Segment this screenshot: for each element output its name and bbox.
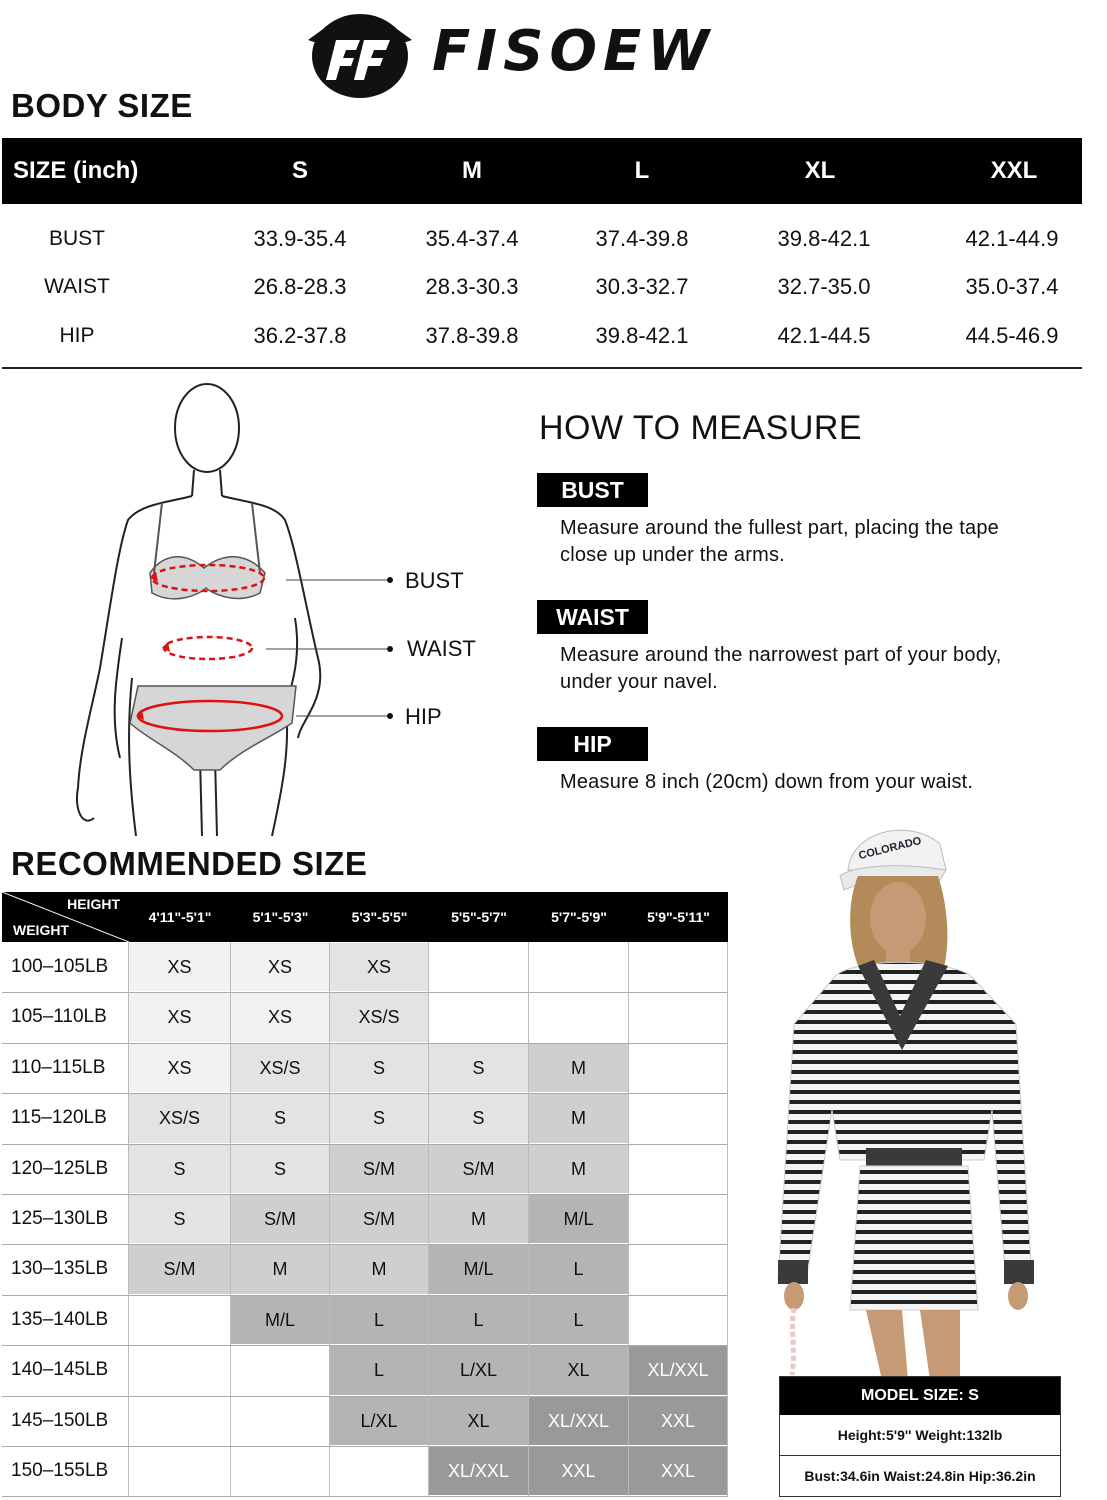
size-col-header: XXL: [990, 157, 1038, 184]
size-recommendation-cell: [231, 1447, 329, 1495]
column-divider: [128, 942, 129, 1497]
size-col-header: L: [634, 157, 650, 184]
size-value: 32.7-35.0: [777, 274, 871, 299]
size-col-header: XL: [804, 157, 836, 184]
size-col-header: S: [291, 157, 308, 184]
size-recommendation-cell: S: [330, 1094, 428, 1142]
size-recommendation-cell: L: [529, 1296, 628, 1344]
size-recommendation-cell: S/M: [429, 1145, 528, 1193]
weight-row-label: 140–145LB: [11, 1359, 109, 1381]
size-recommendation-cell: XS: [129, 943, 230, 991]
model-size-title: MODEL SIZE: S: [780, 1377, 1060, 1415]
column-divider: [628, 942, 629, 1497]
size-recommendation-cell: M/L: [529, 1195, 628, 1243]
size-recommendation-cell: [629, 1195, 727, 1243]
how-to-measure-title: HOW TO MEASURE: [539, 409, 863, 447]
height-column-header: 5'3"-5'5": [330, 892, 429, 942]
size-recommendation-cell: XS/S: [330, 993, 428, 1041]
figure-label-hip: HIP: [405, 704, 442, 729]
size-recommendation-cell: XXL: [629, 1397, 727, 1445]
size-recommendation-cell: S: [429, 1094, 528, 1142]
weight-row-label: 100–105LB: [11, 956, 109, 977]
measure-desc-waist: [560, 642, 1080, 696]
weight-row-label: 115–120LB: [11, 1107, 107, 1129]
size-recommendation-cell: [129, 1296, 230, 1344]
size-recommendation-cell: [629, 943, 727, 991]
column-divider: [727, 942, 728, 1497]
body-figure-illustration: [70, 378, 500, 838]
model-photo: [770, 810, 1070, 1380]
size-recommendation-cell: XL/XXL: [529, 1397, 628, 1445]
height-column-header: 5'9"-5'11": [629, 892, 728, 942]
measure-tag-waist: WAIST: [537, 600, 648, 634]
size-recommendation-cell: L/XL: [429, 1346, 528, 1394]
size-recommendation-cell: S/M: [330, 1145, 428, 1193]
size-recommendation-cell: [629, 1145, 727, 1193]
measure-tag-bust: BUST: [537, 473, 648, 507]
size-recommendation-cell: L: [330, 1296, 428, 1344]
model-size-box: [779, 1376, 1061, 1497]
size-recommendation-cell: S: [231, 1094, 329, 1142]
desc-line: under your navel.: [560, 671, 718, 693]
size-recommendation-cell: M: [330, 1245, 428, 1293]
size-value: 44.5-46.9: [965, 323, 1059, 348]
size-recommendation-cell: XXL: [629, 1447, 727, 1495]
size-recommendation-cell: [231, 1346, 329, 1394]
weight-row-label: 150–155LB: [11, 1460, 109, 1481]
corner-weight-label: WEIGHT: [13, 922, 69, 938]
size-recommendation-cell: XS: [330, 943, 428, 991]
size-recommendation-cell: XL/XXL: [429, 1447, 528, 1495]
row-label: BUST: [48, 227, 105, 250]
size-recommendation-cell: L: [529, 1245, 628, 1293]
desc-line: Measure 8 inch (20cm) down from your waist.: [560, 771, 974, 793]
size-recommendation-cell: [429, 943, 528, 991]
size-recommendation-cell: [629, 1245, 727, 1293]
row-divider: [2, 1496, 728, 1497]
height-column-header: 5'5"-5'7": [429, 892, 529, 942]
size-value: 30.3-32.7: [595, 274, 689, 299]
weight-row-label: 110–115LB: [11, 1056, 106, 1078]
size-recommendation-cell: [129, 1397, 230, 1445]
desc-line: Measure around the narrowest part of your body,: [560, 644, 1002, 666]
size-col-header: M: [462, 157, 482, 184]
size-recommendation-cell: S/M: [330, 1195, 428, 1243]
height-column-header: 4'11"-5'1": [129, 892, 231, 942]
model-height-weight: Height:5'9'' Weight:132lb: [780, 1415, 1060, 1456]
height-column-header: 5'7"-5'9": [529, 892, 629, 942]
size-value: 37.8-39.8: [425, 323, 519, 348]
size-recommendation-cell: S: [231, 1145, 329, 1193]
size-value: 42.1-44.9: [965, 226, 1059, 251]
brand-header: [308, 8, 778, 100]
size-recommendation-cell: XS: [231, 943, 329, 991]
size-recommendation-cell: [129, 1447, 230, 1495]
desc-line: Measure around the fullest part, placing the tape: [560, 517, 999, 539]
height-column-header: 5'1"-5'3": [231, 892, 330, 942]
weight-row-label: 130–135LB: [11, 1258, 109, 1280]
size-recommendation-cell: M/L: [231, 1296, 329, 1344]
size-recommendation-cell: M: [529, 1094, 628, 1142]
size-value: 37.4-39.8: [595, 226, 689, 251]
size-recommendation-cell: M: [231, 1245, 329, 1293]
column-divider: [528, 942, 529, 1497]
figure-label-waist: WAIST: [407, 636, 476, 661]
size-recommendation-cell: [330, 1447, 428, 1495]
weight-row-label: 135–140LB: [11, 1308, 109, 1330]
size-recommendation-cell: [629, 1296, 727, 1344]
size-recommendation-cell: S: [429, 1044, 528, 1092]
size-value: 39.8-42.1: [777, 226, 871, 251]
measure-desc-hip: [560, 769, 1080, 796]
size-recommendation-cell: XL: [529, 1346, 628, 1394]
fisoew-logo-icon: [308, 10, 412, 98]
body-size-header: [2, 138, 1082, 204]
weight-row-label: 105–110LB: [11, 1006, 107, 1028]
size-value: 35.4-37.4: [425, 226, 519, 251]
cap-text: COLORADO: [857, 834, 923, 863]
weight-row-label: 120–125LB: [11, 1157, 109, 1179]
size-recommendation-cell: [529, 993, 628, 1041]
size-recommendation-cell: [429, 993, 528, 1041]
size-recommendation-cell: XS/S: [231, 1044, 329, 1092]
size-recommendation-cell: [129, 1346, 230, 1394]
size-recommendation-cell: [629, 1044, 727, 1092]
size-recommendation-cell: XS: [231, 993, 329, 1041]
size-recommendation-cell: S: [330, 1044, 428, 1092]
table-corner-header: [2, 892, 129, 942]
size-recommendation-cell: M: [429, 1195, 528, 1243]
figure-label-bust: BUST: [405, 568, 464, 593]
size-recommendation-cell: S/M: [231, 1195, 329, 1243]
size-recommendation-cell: M: [529, 1145, 628, 1193]
weight-row-label: 125–130LB: [11, 1208, 109, 1229]
size-recommendation-cell: [529, 943, 628, 991]
size-value: 36.2-37.8: [253, 323, 347, 348]
size-recommendation-cell: L/XL: [330, 1397, 428, 1445]
size-recommendation-cell: XS/S: [129, 1094, 230, 1142]
size-recommendation-cell: M/L: [429, 1245, 528, 1293]
model-measurements: Bust:34.6in Waist:24.8in Hip:36.2in: [804, 1468, 1036, 1484]
size-value: 33.9-35.4: [253, 226, 347, 251]
recommended-size-title: RECOMMENDED SIZE: [11, 845, 368, 882]
body-size-row-hip: [2, 312, 1082, 360]
recommended-size-table: [2, 892, 728, 1497]
column-divider: [428, 942, 429, 1497]
size-recommendation-cell: XL/XXL: [629, 1346, 727, 1394]
size-value: 26.8-28.3: [253, 274, 347, 299]
size-header-label: SIZE (inch): [13, 157, 139, 184]
weight-row-label: 145–150LB: [11, 1409, 109, 1431]
size-recommendation-cell: S: [129, 1195, 230, 1243]
size-recommendation-cell: L: [429, 1296, 528, 1344]
row-label: WAIST: [44, 275, 110, 298]
desc-line: close up under the arms.: [560, 544, 785, 566]
size-value: 35.0-37.4: [965, 274, 1059, 299]
size-recommendation-cell: XS: [129, 993, 230, 1041]
size-recommendation-cell: L: [330, 1346, 428, 1394]
body-size-row-bust: [2, 215, 1082, 263]
size-recommendation-cell: [629, 1094, 727, 1142]
measure-desc-bust: [560, 515, 1080, 569]
size-recommendation-cell: [231, 1397, 329, 1445]
size-recommendation-cell: S/M: [129, 1245, 230, 1293]
column-divider: [329, 942, 330, 1497]
size-recommendation-cell: XS: [129, 1044, 230, 1092]
size-recommendation-cell: [629, 993, 727, 1041]
size-recommendation-cell: M: [529, 1044, 628, 1092]
size-value: 39.8-42.1: [595, 323, 689, 348]
size-recommendation-cell: S: [129, 1145, 230, 1193]
size-recommendation-cell: XL: [429, 1397, 528, 1445]
column-divider: [230, 942, 231, 1497]
row-label: HIP: [59, 324, 95, 347]
corner-height-label: HEIGHT: [67, 896, 120, 912]
table-divider: [2, 367, 1082, 369]
size-value: 28.3-30.3: [425, 274, 519, 299]
measure-tag-hip: HIP: [537, 727, 648, 761]
size-value: 42.1-44.5: [777, 323, 871, 348]
brand-wordmark: FISOEW: [432, 19, 716, 84]
size-recommendation-cell: XXL: [529, 1447, 628, 1495]
body-size-title: BODY SIZE: [11, 87, 193, 124]
body-size-row-waist: [2, 263, 1082, 311]
